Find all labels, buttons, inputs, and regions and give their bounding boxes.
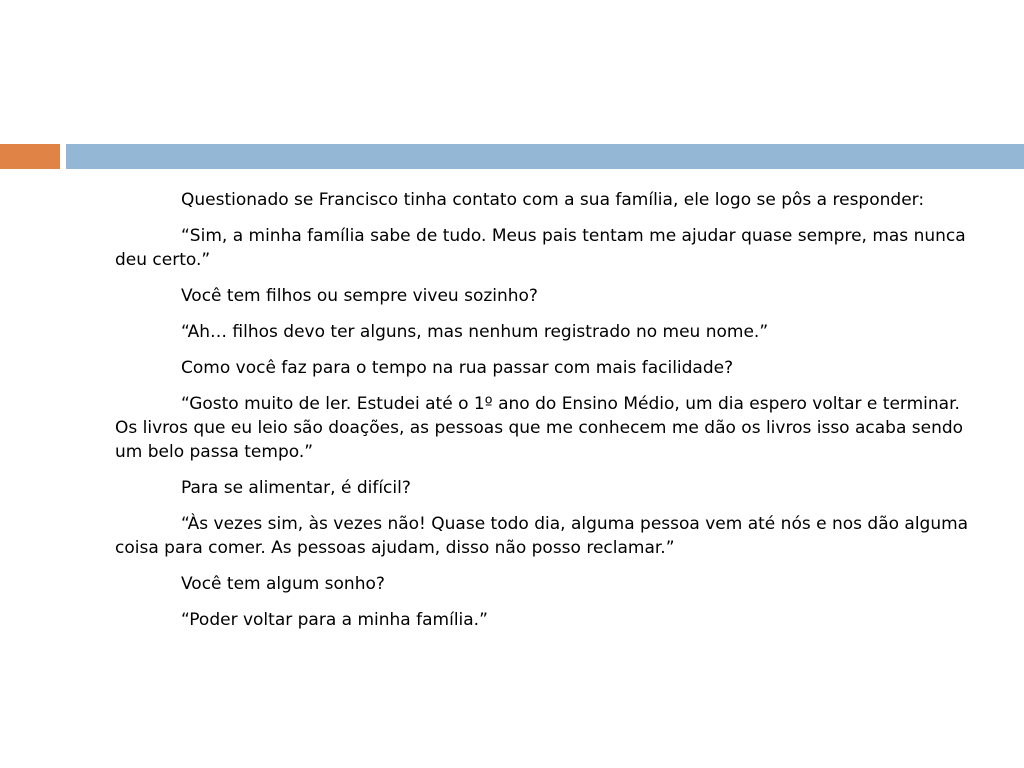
- paragraph-question-1: Questionado se Francisco tinha contato com a sua família, ele logo se pôs a responder:: [181, 190, 925, 210]
- paragraph-question-3: Como você faz para o tempo na rua passar com mais facilidade?: [181, 358, 734, 378]
- slide-body: [115, 188, 975, 644]
- paragraph-question-5: Você tem algum sonho?: [181, 574, 385, 594]
- paragraph-answer-1: “Sim, a minha família sabe de tudo. Meus pais tentam me ajudar quase sempre, mas nunca deu certo.”: [115, 226, 966, 270]
- paragraph-answer-2: “Ah… filhos devo ter alguns, mas nenhum registrado no meu nome.”: [181, 322, 769, 342]
- accent-bar: [0, 144, 60, 169]
- paragraph-answer-4: “Às vezes sim, às vezes não! Quase todo dia, alguma pessoa vem até nós e nos dão alguma coisa para comer. As pessoas ajudam, disso não posso reclamar.”: [115, 514, 969, 558]
- header-bar: [66, 144, 1024, 169]
- paragraph-answer-5: “Poder voltar para a minha família.”: [181, 610, 488, 630]
- paragraph-question-2: Você tem filhos ou sempre viveu sozinho?: [181, 286, 538, 306]
- paragraph-question-4: Para se alimentar, é difícil?: [181, 478, 411, 498]
- paragraph-answer-3: “Gosto muito de ler. Estudei até o 1º ano do Ensino Médio, um dia espero voltar e terminar. Os livros que eu leio são doações, as pessoas que me conhecem me dão os livros isso acaba sendo um belo passa tempo.”: [115, 394, 964, 462]
